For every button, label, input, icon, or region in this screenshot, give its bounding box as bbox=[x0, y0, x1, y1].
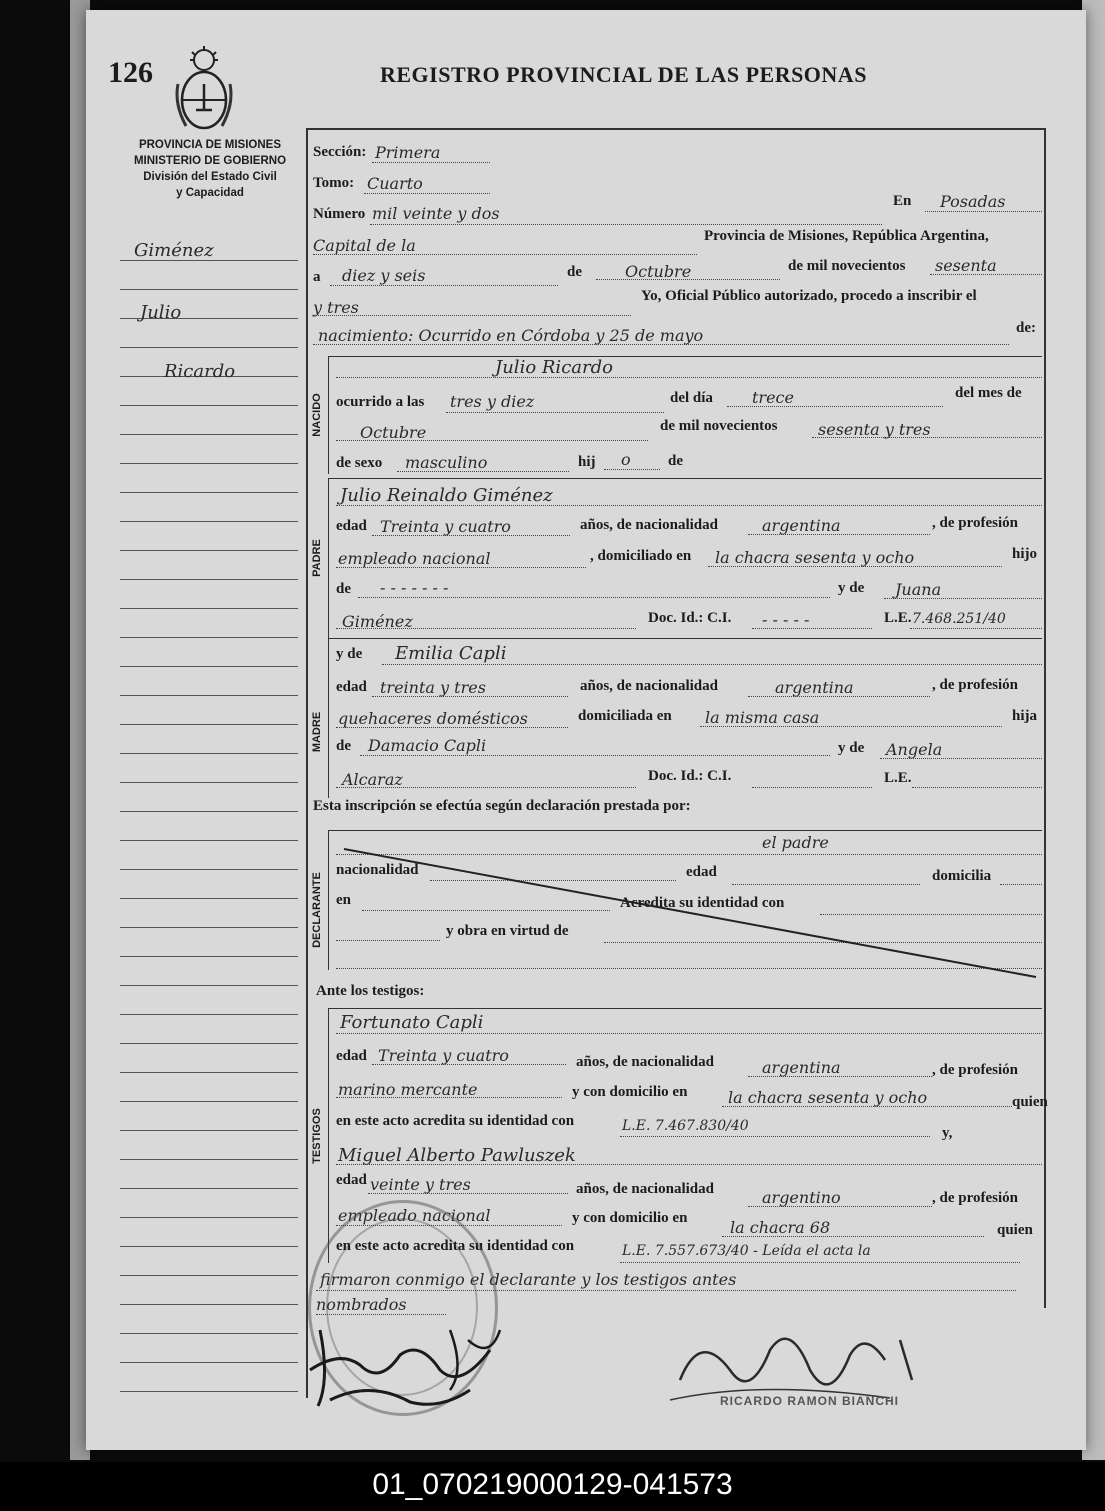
padre-le-label: L.E. bbox=[884, 610, 912, 626]
declarante-nac-label: nacionalidad bbox=[336, 862, 419, 878]
t2-prof-label: , de profesión bbox=[932, 1190, 1018, 1206]
padre-dom-value: la chacra sesenta y ocho bbox=[715, 548, 915, 567]
madre-madre-value: Angela bbox=[886, 740, 943, 759]
mes-nacido-value: Octubre bbox=[360, 423, 427, 442]
numero-label: Número bbox=[313, 206, 366, 222]
margin-ruled-line bbox=[120, 927, 298, 928]
t2-doc: L.E. 7.557.673/40 - Leída el acta la bbox=[622, 1243, 871, 1259]
anio-nacido-value: sesenta y tres bbox=[818, 420, 931, 439]
madre-tag: MADRE bbox=[311, 711, 323, 752]
anio-text: de mil novecientos bbox=[788, 258, 906, 274]
oficial-text: Yo, Oficial Público autorizado, procedo a inscribir el bbox=[641, 288, 977, 304]
padre-dom-label: , domiciliado en bbox=[590, 548, 692, 564]
office-line-2: MINISTERIO DE GOBIERNO bbox=[133, 155, 287, 167]
declarante-dom-label: domicilia bbox=[932, 868, 992, 884]
margin-ruled-line bbox=[120, 1333, 298, 1334]
padre-prof-value: empleado nacional bbox=[338, 549, 491, 568]
margin-ruled-line bbox=[120, 666, 298, 667]
madre-yde-label: y de bbox=[336, 646, 363, 662]
cancel-stroke bbox=[336, 845, 1042, 981]
margin-ruled-line bbox=[120, 724, 298, 725]
madre-yde2-label: y de bbox=[838, 740, 865, 756]
office-block bbox=[110, 137, 310, 201]
madre-hija-label: hija bbox=[1012, 708, 1038, 724]
t2-edad-label: edad bbox=[336, 1172, 367, 1188]
padre-hijo-label: hijo bbox=[1012, 546, 1038, 562]
t1-nac: argentina bbox=[762, 1058, 841, 1077]
declarante-tag: DECLARANTE bbox=[311, 872, 323, 948]
signature-official bbox=[660, 1310, 930, 1430]
hij-value: o bbox=[621, 450, 631, 469]
margin-surname: Giménez bbox=[134, 240, 214, 261]
office-line-1: PROVINCIA DE MISIONES bbox=[138, 139, 282, 151]
t2-nac: argentino bbox=[762, 1188, 841, 1207]
t1-dom-label: y con domicilio en bbox=[572, 1084, 688, 1100]
margin-ruled-line bbox=[120, 1072, 298, 1073]
capital-value: Capital de la bbox=[313, 236, 416, 255]
padre-le-value: 7.468.251/40 bbox=[912, 611, 1006, 627]
margin-ruled-line bbox=[120, 840, 298, 841]
margin-ruled-line bbox=[120, 1362, 298, 1363]
margin-ruled-line bbox=[120, 1304, 298, 1305]
padre-edad-value: Treinta y cuatro bbox=[380, 517, 511, 536]
del-mes-label: del mes de bbox=[955, 385, 1022, 401]
tomo-label: Tomo: bbox=[313, 175, 355, 191]
padre-nombre: Julio Reinaldo Giménez bbox=[340, 485, 553, 506]
page-number: 126 bbox=[108, 56, 153, 89]
dia-value: diez y seis bbox=[342, 266, 426, 285]
hij-label: hij bbox=[578, 454, 596, 470]
madre-prof-label: , de profesión bbox=[932, 677, 1018, 693]
declarante-acredita-label: Acredita su identidad con bbox=[620, 895, 785, 911]
madre-edad-label: edad bbox=[336, 679, 367, 695]
padre-madre-value: Juana bbox=[895, 580, 942, 599]
padre-prof-label: , de profesión bbox=[932, 515, 1018, 531]
margin-ruled-line bbox=[120, 1130, 298, 1131]
margin-ruled-line bbox=[120, 492, 298, 493]
margin-ruled-line bbox=[120, 521, 298, 522]
margin-ruled-line bbox=[120, 1391, 298, 1392]
margin-ruled-line bbox=[120, 608, 298, 609]
madre-dom-label: domiciliada en bbox=[578, 708, 672, 724]
margin-ruled-line bbox=[120, 695, 298, 696]
tomo-value: Cuarto bbox=[367, 174, 423, 193]
margin-ruled-line bbox=[120, 1159, 298, 1160]
testigos-tag: TESTIGOS bbox=[311, 1107, 323, 1164]
padre-yde-label: y de bbox=[838, 580, 865, 596]
anio-value-2: y tres bbox=[313, 298, 359, 317]
t1-y: y, bbox=[942, 1125, 953, 1141]
margin-ruled-line bbox=[120, 550, 298, 551]
t1-doc: L.E. 7.467.830/40 bbox=[622, 1118, 749, 1134]
padre-de-label: de bbox=[336, 581, 351, 597]
padre-ci-value: - - - - - bbox=[762, 610, 810, 629]
margin-ruled-line bbox=[120, 956, 298, 957]
t2-dom: la chacra 68 bbox=[730, 1218, 831, 1237]
t1-nac-label: años, de nacionalidad bbox=[576, 1054, 714, 1070]
madre-le-label: L.E. bbox=[884, 770, 912, 786]
en-label: En bbox=[893, 193, 912, 209]
margin-ruled-line bbox=[120, 1014, 298, 1015]
madre-nac-label: años, de nacionalidad bbox=[580, 678, 718, 694]
margin-ruled-line bbox=[120, 1101, 298, 1102]
padre-nac-label: años, de nacionalidad bbox=[580, 517, 718, 533]
madre-madre-value-2: Alcaraz bbox=[342, 770, 403, 789]
coat-of-arms-icon bbox=[172, 44, 236, 136]
margin-ruled-line bbox=[120, 463, 298, 464]
office-line-4: y Capacidad bbox=[176, 187, 244, 199]
inscripcion-value: nacimiento: Ocurrido en Córdoba y 25 de mayo bbox=[318, 326, 704, 345]
madre-nac-value: argentina bbox=[775, 678, 854, 697]
margin-ruled-line bbox=[120, 1275, 298, 1276]
margin-ruled-line bbox=[120, 434, 298, 435]
margin-ruled-line bbox=[120, 1246, 298, 1247]
a-label: a bbox=[313, 269, 321, 285]
margin-ruled-line bbox=[120, 869, 298, 870]
t2-acredita-label: en este acto acredita su identidad con bbox=[336, 1238, 575, 1254]
padre-nac-value: argentina bbox=[762, 516, 841, 535]
margin-ruled-line bbox=[120, 579, 298, 580]
padre-tag: PADRE bbox=[311, 539, 323, 577]
madre-dom-value: la misma casa bbox=[705, 708, 820, 727]
hora-value: tres y diez bbox=[450, 392, 535, 411]
signature-witnesses bbox=[300, 1310, 520, 1420]
t1-edad-label: edad bbox=[336, 1048, 367, 1064]
margin-second-name: Ricardo bbox=[164, 361, 236, 382]
del-dia-label: del día bbox=[670, 390, 713, 406]
t2-nombre: Miguel Alberto Pawluszek bbox=[338, 1145, 576, 1166]
declarante-en-label: en bbox=[336, 892, 351, 908]
declarante-obra-label: y obra en virtud de bbox=[446, 923, 569, 939]
de2-label: de: bbox=[1016, 320, 1036, 336]
t1-acredita-label: en este acto acredita su identidad con bbox=[336, 1113, 575, 1129]
t1-dom: la chacra sesenta y ocho bbox=[728, 1088, 928, 1107]
anio-nacido-label: de mil novecientos bbox=[660, 418, 778, 434]
seccion-value: Primera bbox=[375, 143, 441, 162]
declaracion-text: Esta inscripción se efectúa según declaración prestada por: bbox=[313, 798, 691, 814]
madre-de-label: de bbox=[336, 738, 351, 754]
document-page bbox=[86, 10, 1086, 1450]
top-rule bbox=[306, 128, 1046, 130]
madre-nombre: Emilia Capli bbox=[395, 643, 507, 664]
margin-ruled-line bbox=[120, 289, 298, 290]
mes-value: Octubre bbox=[625, 262, 692, 281]
t1-edad: Treinta y cuatro bbox=[378, 1046, 509, 1065]
margin-ruled-line bbox=[120, 898, 298, 899]
margin-ruled-line bbox=[120, 347, 298, 348]
official-stamp: RICARDO RAMON BIANCHI bbox=[720, 1394, 899, 1408]
cierre-line-2: nombrados bbox=[316, 1295, 407, 1314]
padre-edad-label: edad bbox=[336, 518, 367, 534]
madre-edad-value: treinta y tres bbox=[380, 678, 486, 697]
t1-prof-label: , de profesión bbox=[932, 1062, 1018, 1078]
nacido-nombre: Julio Ricardo bbox=[495, 357, 613, 378]
margin-ruled-line bbox=[120, 1043, 298, 1044]
testigos-ante-label: Ante los testigos: bbox=[316, 983, 425, 999]
numero-value: mil veinte y dos bbox=[372, 204, 500, 223]
t2-prof: empleado nacional bbox=[338, 1206, 491, 1225]
t2-dom-label: y con domicilio en bbox=[572, 1210, 688, 1226]
anio-value: sesenta bbox=[935, 256, 997, 275]
padre-de-value: - - - - - - - bbox=[380, 578, 449, 597]
t1-quien: quien bbox=[1012, 1094, 1048, 1110]
margin-ruled-line bbox=[120, 1188, 298, 1189]
office-line-3: División del Estado Civil bbox=[143, 171, 277, 183]
margin-ruled-line bbox=[120, 405, 298, 406]
t2-quien: quien bbox=[997, 1222, 1033, 1238]
de-nacido-label: de bbox=[668, 453, 683, 469]
dia-nacido-value: trece bbox=[752, 388, 794, 407]
margin-ruled-line bbox=[120, 637, 298, 638]
right-rule bbox=[1044, 128, 1046, 1308]
de-label: de bbox=[567, 264, 582, 280]
madre-padre-value: Damacio Capli bbox=[368, 736, 487, 755]
declarante-edad-label: edad bbox=[686, 864, 717, 880]
t2-nac-label: años, de nacionalidad bbox=[576, 1181, 714, 1197]
seccion-label: Sección: bbox=[313, 144, 367, 160]
scan-caption: 01_070219000129-041573 bbox=[0, 1462, 1105, 1511]
t2-edad: veinte y tres bbox=[370, 1175, 471, 1194]
ocurrido-label: ocurrido a las bbox=[336, 394, 425, 410]
margin-ruled-line bbox=[120, 782, 298, 783]
margin-ruled-line bbox=[120, 1217, 298, 1218]
declarante-nombre: el padre bbox=[762, 833, 829, 852]
madre-prof-value: quehaceres domésticos bbox=[338, 709, 528, 728]
t1-prof: marino mercante bbox=[338, 1080, 478, 1099]
padre-madre-value-2: Giménez bbox=[342, 612, 413, 631]
nacido-tag: NACIDO bbox=[311, 393, 323, 437]
en-value: Posadas bbox=[940, 192, 1006, 211]
margin-ruled-line bbox=[120, 985, 298, 986]
margin-ruled-line bbox=[120, 753, 298, 754]
madre-doc-label: Doc. Id.: C.I. bbox=[648, 768, 732, 784]
cierre-line-1: firmaron conmigo el declarante y los testigos antes bbox=[320, 1270, 737, 1289]
margin-ruled-line bbox=[120, 811, 298, 812]
padre-doc-label: Doc. Id.: C.I. bbox=[648, 610, 732, 626]
sexo-label: de sexo bbox=[336, 455, 383, 471]
page-title: REGISTRO PROVINCIAL DE LAS PERSONAS bbox=[380, 62, 867, 87]
margin-first-name: Julio bbox=[140, 302, 182, 323]
sexo-value: masculino bbox=[405, 453, 488, 472]
provincia-text: Provincia de Misiones, República Argentina, bbox=[704, 228, 989, 244]
t1-nombre: Fortunato Capli bbox=[340, 1012, 484, 1033]
